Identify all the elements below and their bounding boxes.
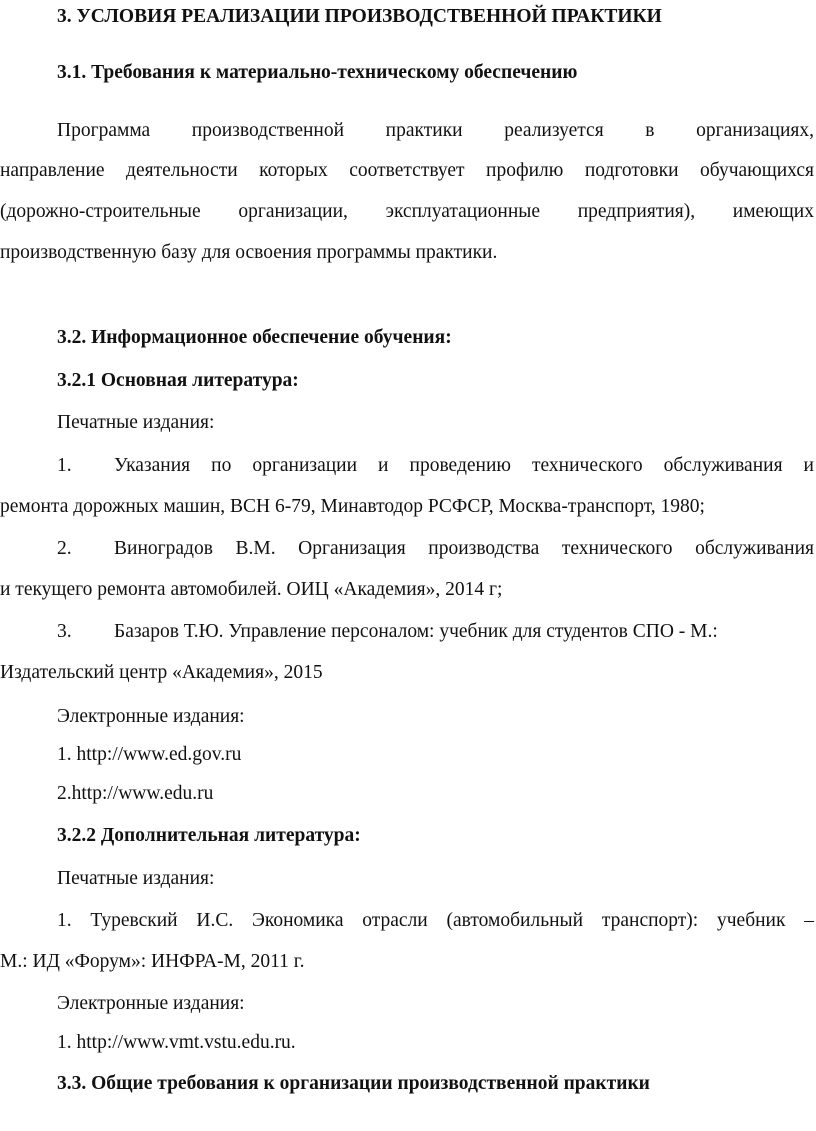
web-link[interactable]: 2.http://www.edu.ru xyxy=(57,783,214,804)
section-3-3-heading: 3.3. Общие требования к организации производственной практики xyxy=(57,1073,650,1094)
print-label: Печатные издания: xyxy=(57,412,215,433)
list-item: 1. Туревский И.С. Экономика отрасли (автомобильный транспорт): учебник – xyxy=(57,910,814,931)
list-item xyxy=(57,536,814,562)
s31-paragraph-line: Программа производственной практики реализуется в организациях, xyxy=(57,120,814,141)
section-3-2-1-heading: 3.2.1 Основная литература: xyxy=(57,370,299,391)
item-text: Виноградов В.М. Организация производства технического обслуживания xyxy=(114,538,814,559)
item-text: Базаров Т.Ю. Управление персоналом: учебник для студентов СПО - М.: xyxy=(114,621,718,642)
web-link[interactable]: 1. http://www.vmt.vstu.edu.ru. xyxy=(57,1032,296,1053)
list-item-continuation: и текущего ремонта автомобилей. ОИЦ «Академия», 2014 г; xyxy=(0,579,503,600)
item-number: 2. xyxy=(57,538,72,559)
s31-paragraph-line: (дорожно-строительные организации, эксплуатационные предприятия), имеющих xyxy=(0,201,814,222)
list-item-continuation: М.: ИД «Форум»: ИНФРА-М, 2011 г. xyxy=(0,951,305,972)
section-3-1-heading: 3.1. Требования к материально-техническому обеспечению xyxy=(57,62,578,83)
list-item-continuation: ремонта дорожных машин, ВСН 6-79, Минавтодор РСФСР, Москва-транспорт, 1980; xyxy=(0,496,705,517)
electronic-label: Электронные издания: xyxy=(57,993,245,1014)
section-3-2-heading: 3.2. Информационное обеспечение обучения: xyxy=(57,327,452,348)
section-3-2-2-heading: 3.2.2 Дополнительная литература: xyxy=(57,825,361,846)
list-item xyxy=(57,619,816,645)
list-item-continuation: Издательский центр «Академия», 2015 xyxy=(0,662,323,683)
item-number: 1. xyxy=(57,455,72,476)
electronic-label: Электронные издания: xyxy=(57,706,245,727)
item-number: 3. xyxy=(57,621,72,642)
page-title: 3. УСЛОВИЯ РЕАЛИЗАЦИИ ПРОИЗВОДСТВЕННОЙ ПРАКТИКИ xyxy=(57,6,662,27)
s31-paragraph-line: направление деятельности которых соответствует профилю подготовки обучающихся xyxy=(0,160,814,181)
s31-paragraph-line: производственную базу для освоения программы практики. xyxy=(0,242,498,263)
web-link[interactable]: 1. http://www.ed.gov.ru xyxy=(57,744,242,765)
list-item xyxy=(57,453,814,479)
item-text: Указания по организации и проведению технического обслуживания и xyxy=(114,455,814,476)
print-label: Печатные издания: xyxy=(57,868,215,889)
